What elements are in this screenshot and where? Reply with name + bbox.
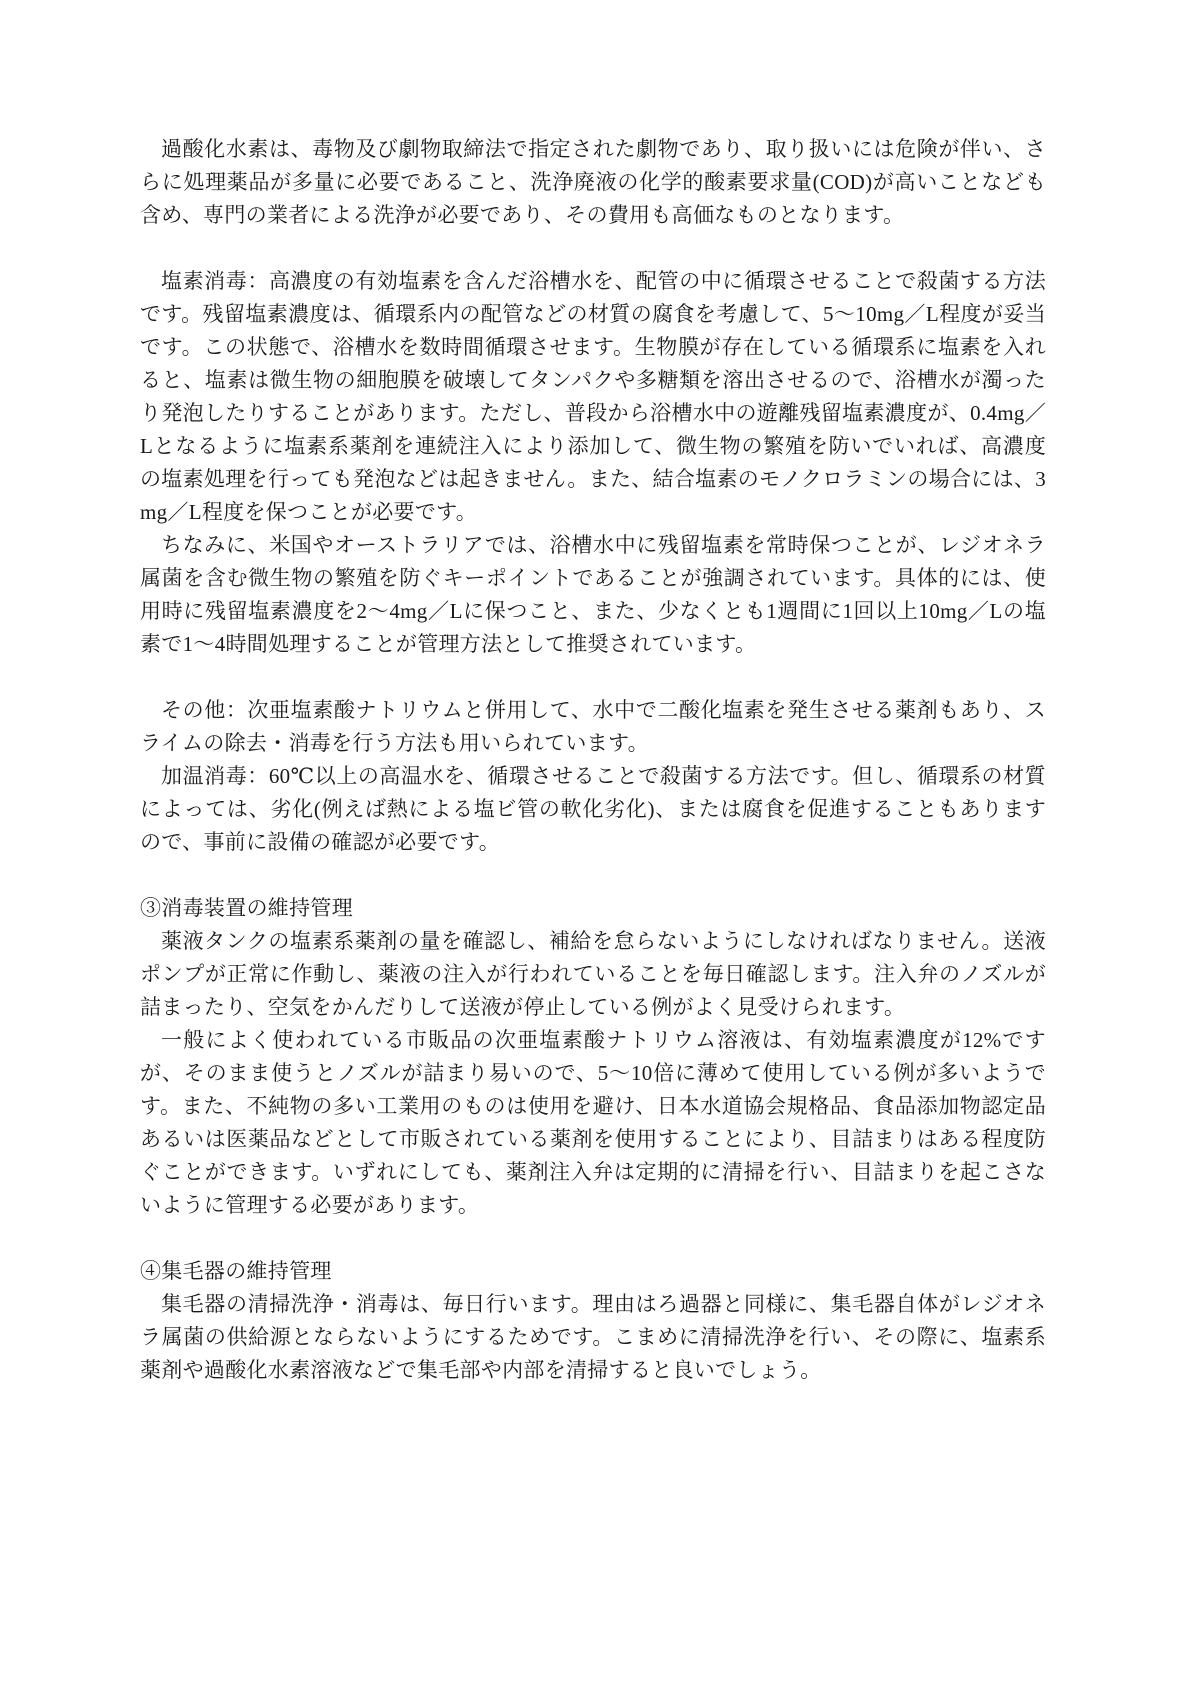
- paragraph-sodium-hypochlorite: 一般によく使われている市販品の次亜塩素酸ナトリウム溶液は、有効塩素濃度が12%ですが、そのまま使うとノズルが詰まり易いので、5〜10倍に薄めて使用している例が多いようです。また、不純物の多い工業用のものは使用を避け、日本水道協会規格品、食品添加物認定品あるいは医薬品などとして市販されている薬剤を使用することにより、目詰まりはある程度防ぐことができます。いずれにしても、薬剤注入弁は定期的に清掃を行い、目詰まりを起こさないように管理する必要があります。: [140, 1028, 1046, 1217]
- paragraph-gap: [140, 232, 1046, 265]
- paragraph-hair-catcher-maintenance: 集毛器の清掃洗浄・消毒は、毎日行います。理由はろ過器と同様に、集毛器自体がレジオネラ属菌の供給源とならないようにするためです。こまめに清掃洗浄を行い、その際に、塩素系薬剤や過酸化水素溶液などで集毛部や内部を清掃すると良いでしょう。: [140, 1292, 1046, 1382]
- paragraph-gap: [140, 1222, 1046, 1255]
- document-body: [140, 133, 1046, 1387]
- paragraph-chlorine-disinfection: 塩素消毒：高濃度の有効塩素を含んだ浴槽水を、配管の中に循環させることで殺菌する方法です。残留塩素濃度は、循環系内の配管などの材質の腐食を考慮して、5〜10mg／L程度が妥当です。この状態で、浴槽水を数時間循環させます。生物膜が存在している循環系に塩素を入れると、塩素は微生物の細胞膜を破壊してタンパクや多糖類を溶出させるので、浴槽水が濁ったり発泡したりすることがあります。ただし、普段から浴槽水中の遊離残留塩素濃度が、0.4mg／Lとなるように塩素系薬剤を連続注入により添加して、微生物の繁殖を防いでいれば、高濃度の塩素処理を行っても発泡などは起きません。また、結合塩素のモノクロラミンの場合には、3mg／L程度を保つことが必要です。: [140, 269, 1046, 524]
- section-heading-disinfection-equipment: ③消毒装置の維持管理: [140, 896, 353, 920]
- paragraph-heat-disinfection: 加温消毒：60℃以上の高温水を、循環させることで殺菌する方法です。但し、循環系の材質によっては、劣化(例えば熱による塩ビ管の軟化劣化)、または腐食を促進することもありますので、事前に設備の確認が必要です。: [140, 764, 1046, 854]
- paragraph-hydrogen-peroxide: 過酸化水素は、毒物及び劇物取締法で指定された劇物であり、取り扱いには危険が伴い、さらに処理薬品が多量に必要であること、洗浄廃液の化学的酸素要求量(COD)が高いことなども含め、専門の業者による洗浄が必要であり、その費用も高価なものとなります。: [140, 137, 1046, 227]
- paragraph-gap: [140, 661, 1046, 694]
- paragraph-us-australia-guideline: ちなみに、米国やオーストラリアでは、浴槽水中に残留塩素を常時保つことが、レジオネラ属菌を含む微生物の繁殖を防ぐキーポイントであることが強調されています。具体的には、使用時に残留塩素濃度を2〜4mg／Lに保つこと、また、少なくとも1週間に1回以上10mg／Lの塩素で1〜4時間処理することが管理方法として推奨されています。: [140, 533, 1046, 656]
- paragraph-chemical-tank-check: 薬液タンクの塩素系薬剤の量を確認し、補給を怠らないようにしなければなりません。送液ポンプが正常に作動し、薬液の注入が行われていることを毎日確認します。注入弁のノズルが詰まったり、空気をかんだりして送液が停止している例がよく見受けられます。: [140, 929, 1046, 1019]
- section-heading-hair-catcher: ④集毛器の維持管理: [140, 1259, 332, 1283]
- paragraph-other-methods: その他：次亜塩素酸ナトリウムと併用して、水中で二酸化塩素を発生させる薬剤もあり、スライムの除去・消毒を行う方法も用いられています。: [140, 698, 1046, 755]
- paragraph-gap: [140, 859, 1046, 892]
